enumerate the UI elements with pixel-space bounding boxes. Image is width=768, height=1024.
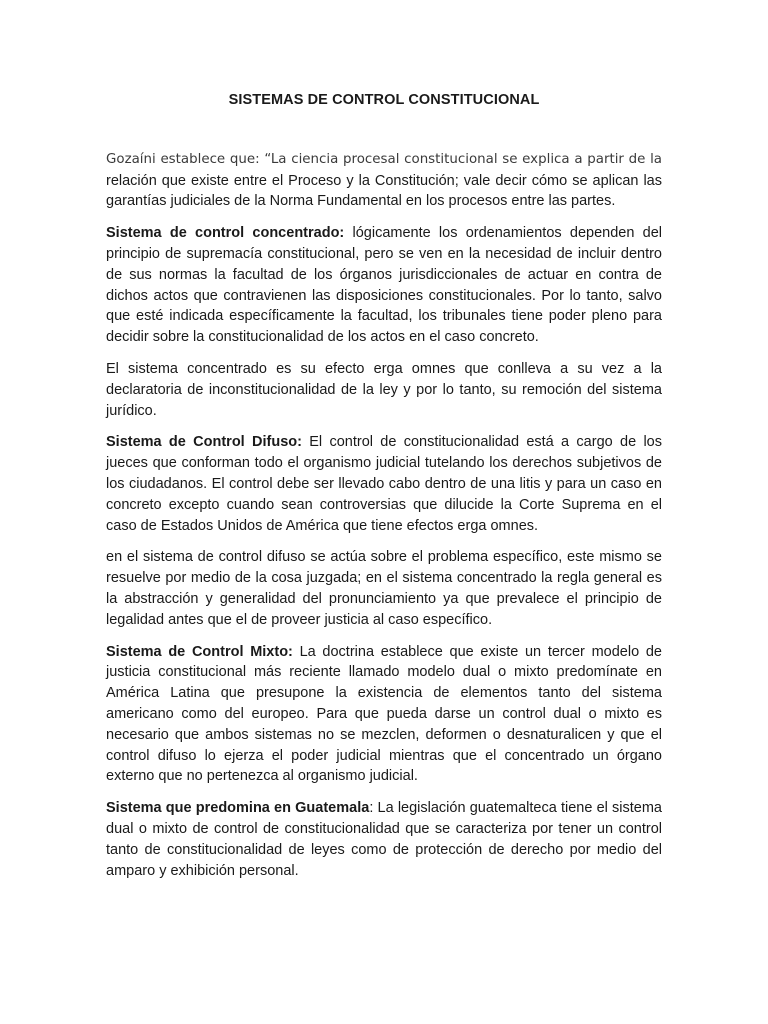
document-body [106, 90, 662, 892]
guatemala-paragraph [106, 798, 662, 881]
intro-rest-text: relación que existe entre el Proceso y la Constitución; vale decir cómo se aplican las garantías judiciales de la Norma Fundamental en los procesos entre las partes. [106, 172, 662, 210]
intro-lead-text: Gozaíni establece que: “La ciencia procesal constitucional se explica a partir de la [106, 151, 662, 167]
mixto-paragraph [106, 642, 662, 788]
concentrado-paragraph [106, 223, 662, 348]
difuso-paragraph [106, 432, 662, 536]
concentrado-efecto-paragraph: El sistema concentrado es su efecto erga omnes que conlleva a su vez a la declaratoria de inconstitucionalidad de la ley y por lo tanto, su remoción del sistema jurídico. [106, 360, 662, 419]
guatemala-term: Sistema que predomina en Guatemala [106, 800, 370, 817]
concentrado-text: lógicamente los ordenamientos dependen del principio de supremacía constitucional, pero se ven en la necesidad de incluir dentro de sus normas la facultad de los órganos jurisdiccionales de actuar en contra de dichos actos que contravienen las disposiciones constitucionales. Por lo tanto, salvo que esté indicada específicamente la facultad, los tribunales tiene poder pleno para decidir sobre la constitucionalidad de los actos en el caso concreto. [106, 225, 662, 346]
guatemala-text: : La legislación guatemalteca tiene el sistema dual o mixto de control de constitucionalidad que se caracteriza por tener un control tanto de constitucionalidad de leyes como de protección de derecho por medio del amparo y exhibición personal. [106, 800, 662, 879]
difuso-term: Sistema de Control Difuso: [106, 434, 302, 451]
concentrado-term: Sistema de control concentrado: [106, 225, 345, 242]
document-title: SISTEMAS DE CONTROL CONSTITUCIONAL [228, 92, 540, 108]
difuso-text: El control de constitucionalidad está a cargo de los jueces que conforman todo el organismo judicial tutelando los derechos subjetivos de los ciudadanos. El control debe ser llevado cabo dentro de una litis y para un caso en concreto excepto cuando sean controversias que dilucide la Corte Suprema en el caso de Estados Unidos de América que tiene efectos erga omnes. [106, 434, 662, 534]
intro-paragraph [106, 149, 662, 212]
difuso-comparacion-paragraph: en el sistema de control difuso se actúa sobre el problema específico, este mismo se resuelve por medio de la cosa juzgada; en el sistema concentrado la regla general es la abstracción y generalidad del pronunciamiento ya que prevalece el principio de legalidad antes que el de proveer justicia al caso específico. [106, 549, 662, 628]
mixto-term: Sistema de Control Mixto: [106, 643, 293, 660]
mixto-text: La doctrina establece que existe un tercer modelo de justicia constitucional más reciente llamado modelo dual o mixto predomínate en América Latina que presupone la existencia de elementos tanto del sistema americano como del europeo. Para que pueda darse un control dual o mixto es necesario que ambos sistemas no se mezclen, deformen o desnaturalicen y que el control difuso lo ejerza el poder judicial mientras que el concentrado un órgano externo que no pertenezca al organismo judicial. [106, 643, 662, 785]
